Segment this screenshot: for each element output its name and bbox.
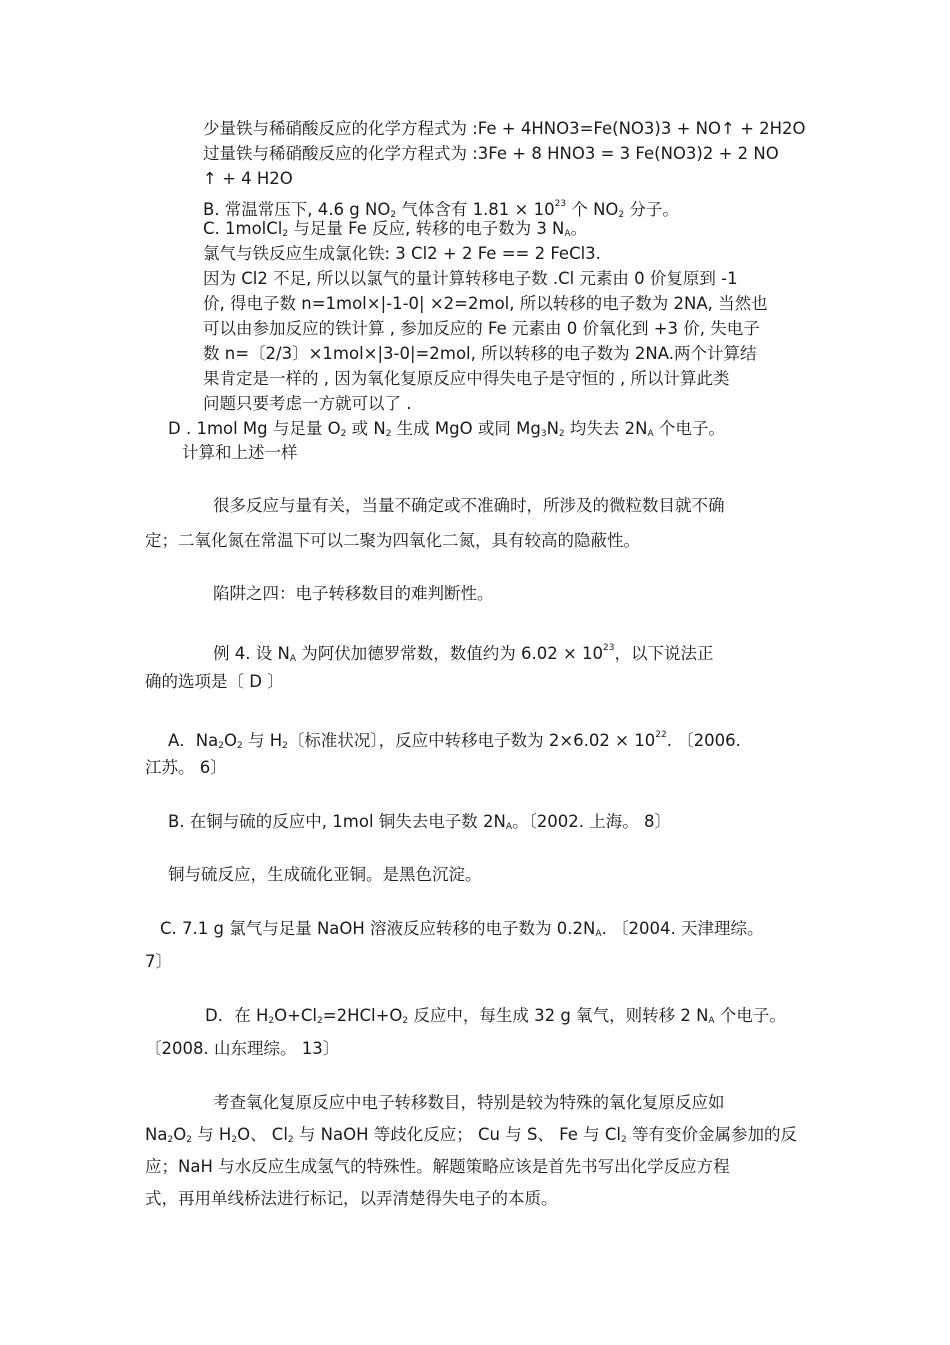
text-line: 因为 Cl2 不足, 所以以氯气的量计算转移电子数 .Cl 元素由 0 价复原到 -1 [203,269,738,288]
text-line: 可以由参加反应的铁计算 , 参加反应的 Fe 元素由 0 价氧化到 +3 价, 失电子 [203,319,760,338]
text-line: 铜与硫反应，生成硫化亚铜。是黑色沉淀。 [168,865,482,884]
text-line: D．在 $H_2O+Cl_2=2HCl+O_2$ 反应中，每生成 32 g 氧气，则转移 2 $N_A$ 个电子。 [205,1006,786,1026]
text-line: C. 7.1 g 氯气与足量 NaOH 溶液反应转移的电子数为 $0.2N_A$. 〔2004. 天津理综。 [160,919,764,939]
text-line: 江苏。 6〕 [145,758,227,777]
text-line: B. 在铜与硫的反应中, 1mol 铜失去电子数 $2N_A$。〔2002. 上海。 8〕 [168,812,672,832]
text-line: C. 1molCl$_2$ 与足量 Fe 反应, 转移的电子数为 3 $N_A$。 [203,219,588,239]
text-line: 7〕 [145,952,172,971]
text-line: 问题只要考虑一方就可以了 . [203,394,412,413]
text-line: 过量铁与稀硝酸反应的化学方程式为 :3Fe + 8 HNO3 = 3 Fe(NO3)2 + 2 NO [203,144,779,163]
text-line: 数 n=〔2/3〕×1mol×|3-0|=2mol, 所以转移的电子数为 2NA.两个计算结 [203,344,757,363]
text-line: 例 4. 设 $N_A$ 为阿伏加德罗常数，数值约为 $6.02 \times 10^{23}$，以下说法正 [213,643,714,664]
text-line: 〔2008. 山东理综。 13〕 [145,1039,340,1058]
text-line: 考查氧化复原反应中电子转移数目，特别是较为特殊的氧化复原反应如 [213,1093,725,1112]
text-line: 价, 得电子数 n=1mol×|-1-0| ×2=2mol, 所以转移的电子数为 2NA, 当然也 [203,294,768,313]
text-line: 少量铁与稀硝酸反应的化学方程式为 :Fe + 4HNO3=Fe(NO3)3 + NO↑ + 2H2O [203,119,806,138]
text-line: 定；二氧化氮在常温下可以二聚为四氧化二氮，具有较高的隐蔽性。 [145,531,640,550]
text-line: 氯气与铁反应生成氯化铁: 3 Cl2 + 2 Fe == 2 FeCl3. [203,244,601,263]
text-line: 陷阱之四：电子转移数目的难判断性。 [213,584,494,603]
text-line: ↑ + 4 H2O [203,169,293,188]
text-line: B. 常温常压下, 4.6 g $NO_2$ 气体含有 $1.81 \times 10^{23}$ 个 $NO_2$ 分子。 [203,199,679,220]
text-line: $Na_2O_2$ 与 $H_2O$、 $Cl_2$ 与 NaOH 等歧化反应； Cu 与 S、 Fe 与 $Cl_2$ 等有变价金属参加的反 [145,1125,797,1145]
text-line: 果肯定是一样的 , 因为氧化复原反应中得失电子是守恒的 , 所以计算此类 [203,369,730,388]
text-line: A．$Na_2O_2$ 与 $H_2$〔标准状况〕，反应中转移电子数为 $2\times 6.02 \times 10^{22}$. 〔2006. [168,730,741,751]
text-line: 计算和上述一样 [182,443,298,462]
text-line: 很多反应与量有关，当量不确定或不准确时，所涉及的微粒数目就不确 [213,496,725,515]
text-line: 式，再用单线桥法进行标记，以弄清楚得失电子的本质。 [145,1189,558,1208]
text-line: D . 1mol Mg 与足量 $O_2$ 或 $N_2$ 生成 MgO 或同 $Mg_3N_2$ 均失去 $2N_A$ 个电子。 [168,419,725,439]
text-line: 确的选项是〔 D 〕 [145,672,284,691]
text-line: 应；NaH 与水反应生成氢气的特殊性。解题策略应该是首先书写出化学反应方程 [145,1157,730,1176]
